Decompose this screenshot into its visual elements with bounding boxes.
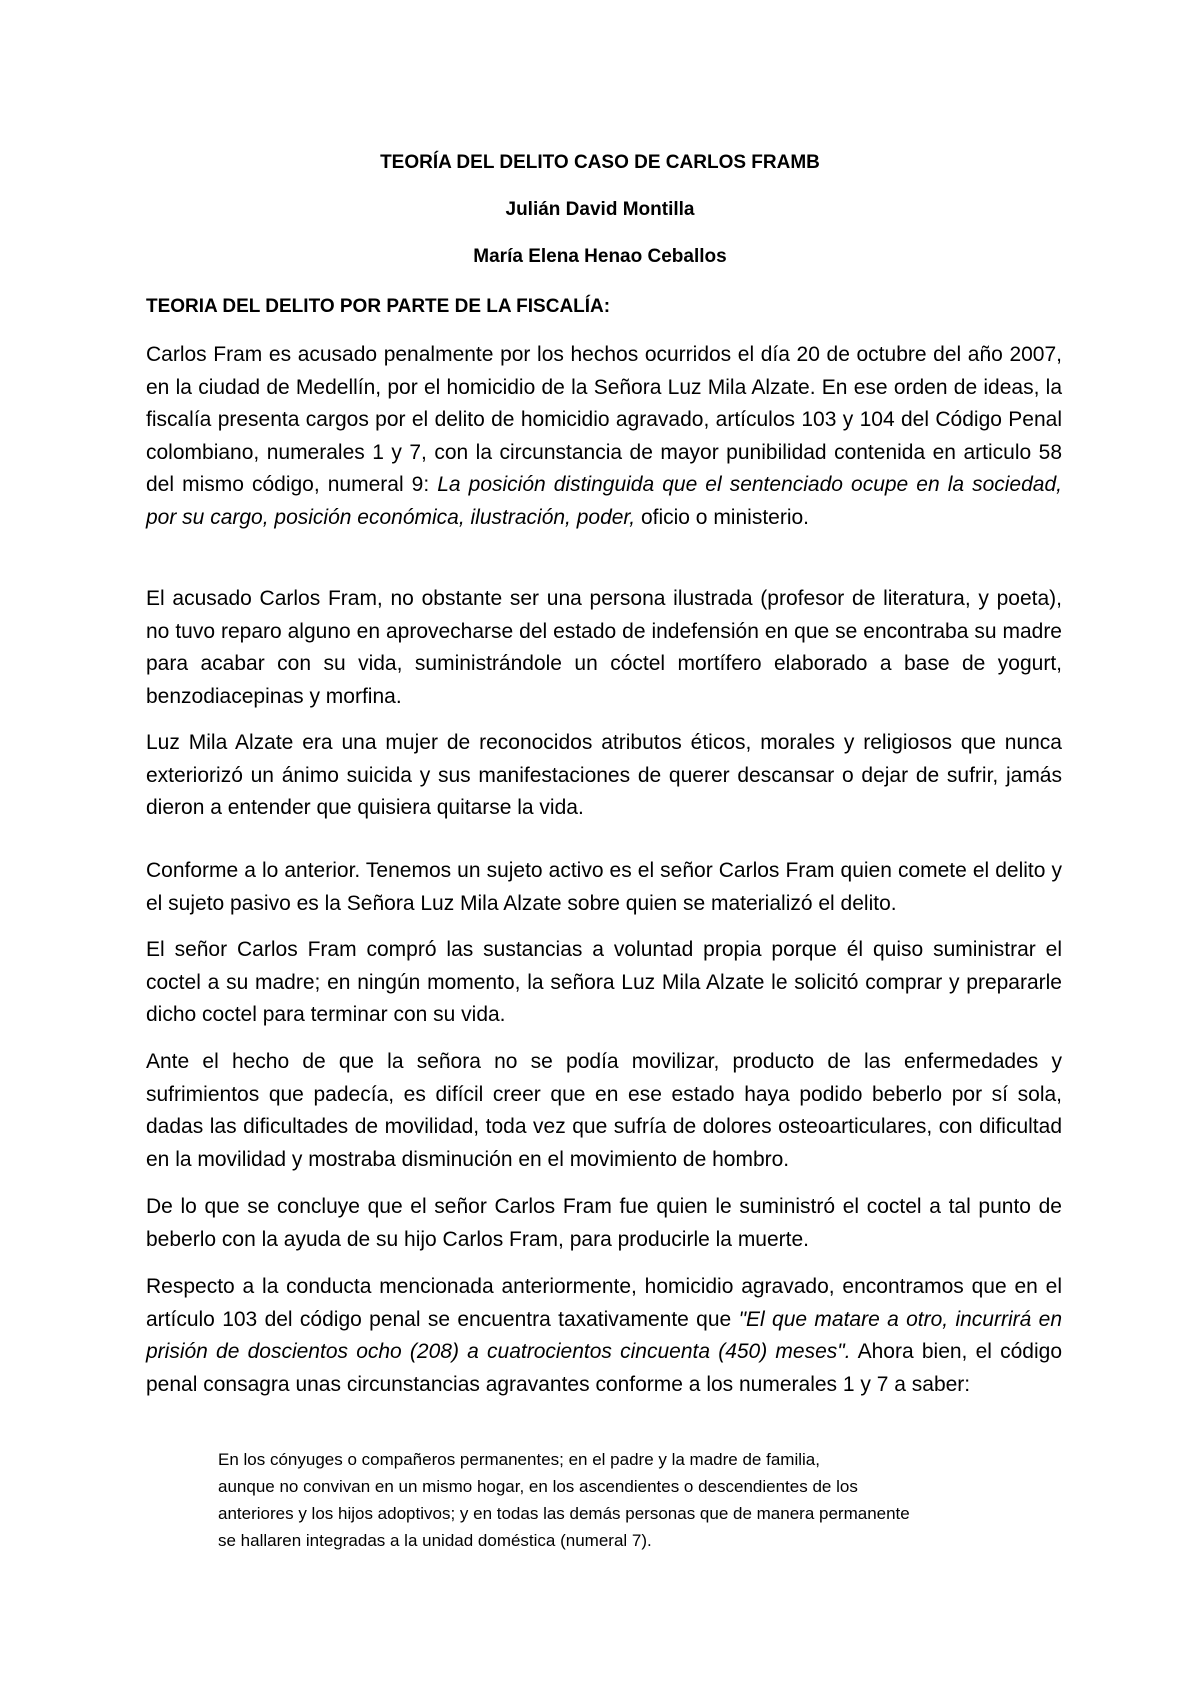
paragraph-text: Respecto a la conducta mencionada anteriormente, homicidio agravado, encontramos que en el artículo 103 del código penal se encuentra taxativamente que: [146, 1275, 1062, 1331]
paragraph-text: oficio o ministerio.: [635, 505, 810, 529]
quote-line: En los cónyuges o compañeros permanentes; en el padre y la madre de familia,: [218, 1450, 820, 1469]
paragraph-text: Carlos Fram es acusado penalmente por los hechos ocurridos el día 20 de octubre del año 2007, en la ciudad de Medellín, por el homicidio de la Señora Luz Mila Alzate. En ese orden de ideas, la fiscalía presenta cargos por el delito de homicidio agravado, artículos 103 y 104 del Código Penal colombiano, numerales 1 y 7, con la circunstancia de mayor punibilidad contenida en articulo 58 del mismo código, numeral 9:: [146, 343, 1062, 496]
section-heading: TEORIA DEL DELITO POR PARTE DE LA FISCALÍA:: [146, 296, 611, 317]
author-name: Julián David Montilla: [505, 199, 695, 220]
paragraph-subjects: Conforme a lo anterior. Tenemos un sujeto activo es el señor Carlos Fram quien comete el delito y el sujeto pasivo es la Señora Luz Mila Alzate sobre quien se materializó el delito.: [146, 859, 1062, 915]
author-name: María Elena Henao Ceballos: [473, 246, 727, 267]
paragraph-accused: El acusado Carlos Fram, no obstante ser una persona ilustrada (profesor de literatura, y poeta), no tuvo reparo alguno en aprovecharse del estado de indefensión en que se encontraba su madre para acabar con su vida, suministrándole un cóctel mortífero elaborado a base de yogurt, benzodiacepinas y morfina.: [146, 587, 1062, 708]
document-title: TEORÍA DEL DELITO CASO DE CARLOS FRAMB: [380, 152, 820, 173]
quote-line: anteriores y los hijos adoptivos; y en todas las demás personas que de manera permanente: [218, 1504, 910, 1523]
paragraph-conclusion: De lo que se concluye que el señor Carlos Fram fue quien le suministró el coctel a tal punto de beberlo con la ayuda de su hijo Carlos Fram, para producirle la muerte.: [146, 1195, 1062, 1251]
paragraph-mobility: Ante el hecho de que la señora no se podía movilizar, producto de las enfermedades y sufrimientos que padecía, es difícil creer que en ese estado haya podido beberlo por sí sola, dadas las dificultades de movilidad, toda vez que sufría de dolores osteoarticulares, con dificultad en la movilidad y mostraba disminución en el movimiento de hombro.: [146, 1050, 1062, 1171]
quote-line: se hallaren integradas a la unidad doméstica (numeral 7).: [218, 1531, 652, 1550]
block-quote: [218, 1446, 1068, 1554]
paragraph-text: Ahora bien, el código penal consagra unas circunstancias agravantes conforme a los numerales 1 y 7 a saber:: [146, 1340, 1062, 1396]
paragraph-victim: Luz Mila Alzate era una mujer de reconocidos atributos éticos, morales y religiosos que nunca exteriorizó un ánimo suicida y sus manifestaciones de querer descansar o dejar de sufrir, jamás dieron a entender que quisiera quitarse la vida.: [146, 731, 1062, 819]
quote-line: aunque no convivan en un mismo hogar, en los ascendientes o descendientes de los: [218, 1477, 858, 1496]
paragraph-substances: El señor Carlos Fram compró las sustancias a voluntad propia porque él quiso suministrar el coctel a su madre; en ningún momento, la señora Luz Mila Alzate le solicitó comprar y prepararle dicho coctel para terminar con su vida.: [146, 938, 1062, 1026]
paragraph-italic-citation: "El que matare a otro, incurrirá en prisión de doscientos ocho (208) a cuatrocientos cincuenta (450) meses".: [146, 1307, 1062, 1363]
paragraph-charges: [146, 339, 1062, 534]
paragraph-legal-basis: [146, 1271, 1062, 1401]
paragraph-italic-citation: La posición distinguida que el sentenciado ocupe en la sociedad, por su cargo, posición económica, ilustración, poder,: [146, 473, 1062, 529]
